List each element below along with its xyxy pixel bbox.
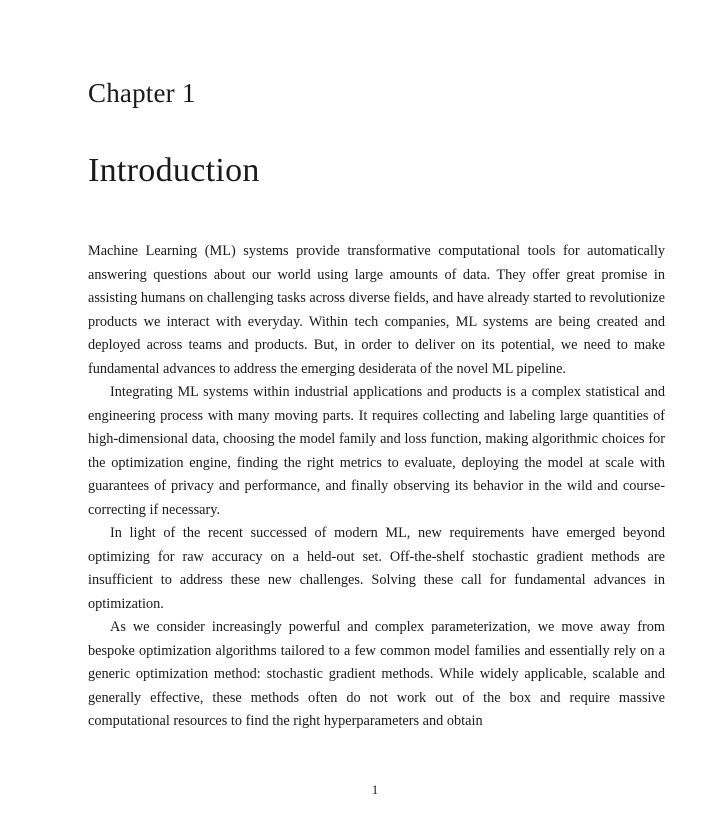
paragraph-4: As we consider increasingly powerful and complex parameterization, we move away from bespoke optimization algorithms tailored to a few common model families and essentially rely on a generic optimization method: stochastic gradient methods. While widely applicable, scalable and generally effective, these methods often do not work out of the box and require massive computational resources to find the right hyperparameters and obtain — [88, 619, 665, 729]
page-number: 1 — [371, 782, 379, 797]
chapter-title: Introduction — [88, 152, 260, 189]
paragraph-3: In light of the recent successed of modern ML, new requirements have emerged beyond optimizing for raw accuracy on a held-out set. Off-the-shelf stochastic gradient methods are insufficient to address these new challenges. Solving these call for fundamental advances in optimization. — [88, 525, 665, 612]
paragraph-2: Integrating ML systems within industrial applications and products is a complex statistical and engineering process with many moving parts. It requires collecting and labeling large quantities of high-dimensional data, choosing the model family and loss function, making algorithmic choices for the optimization engine, finding the right metrics to evaluate, deploying the model at scale with guarantees of privacy and performance, and finally observing its behavior in the wild and course-correcting if necessary. — [88, 384, 665, 518]
chapter-label: Chapter 1 — [88, 78, 196, 108]
paragraph-1: Machine Learning (ML) systems provide transformative computational tools for automatically answering questions about our world using large amounts of data. They offer great promise in assisting humans on challenging tasks across diverse fields, and have already started to revolutionize products we interact with everyday. Within tech companies, ML systems are being created and deployed across teams and products. But, in order to deliver on its potential, we need to make fundamental advances to address the emerging desiderata of the novel ML pipeline. — [88, 243, 665, 377]
body-text — [88, 240, 665, 734]
